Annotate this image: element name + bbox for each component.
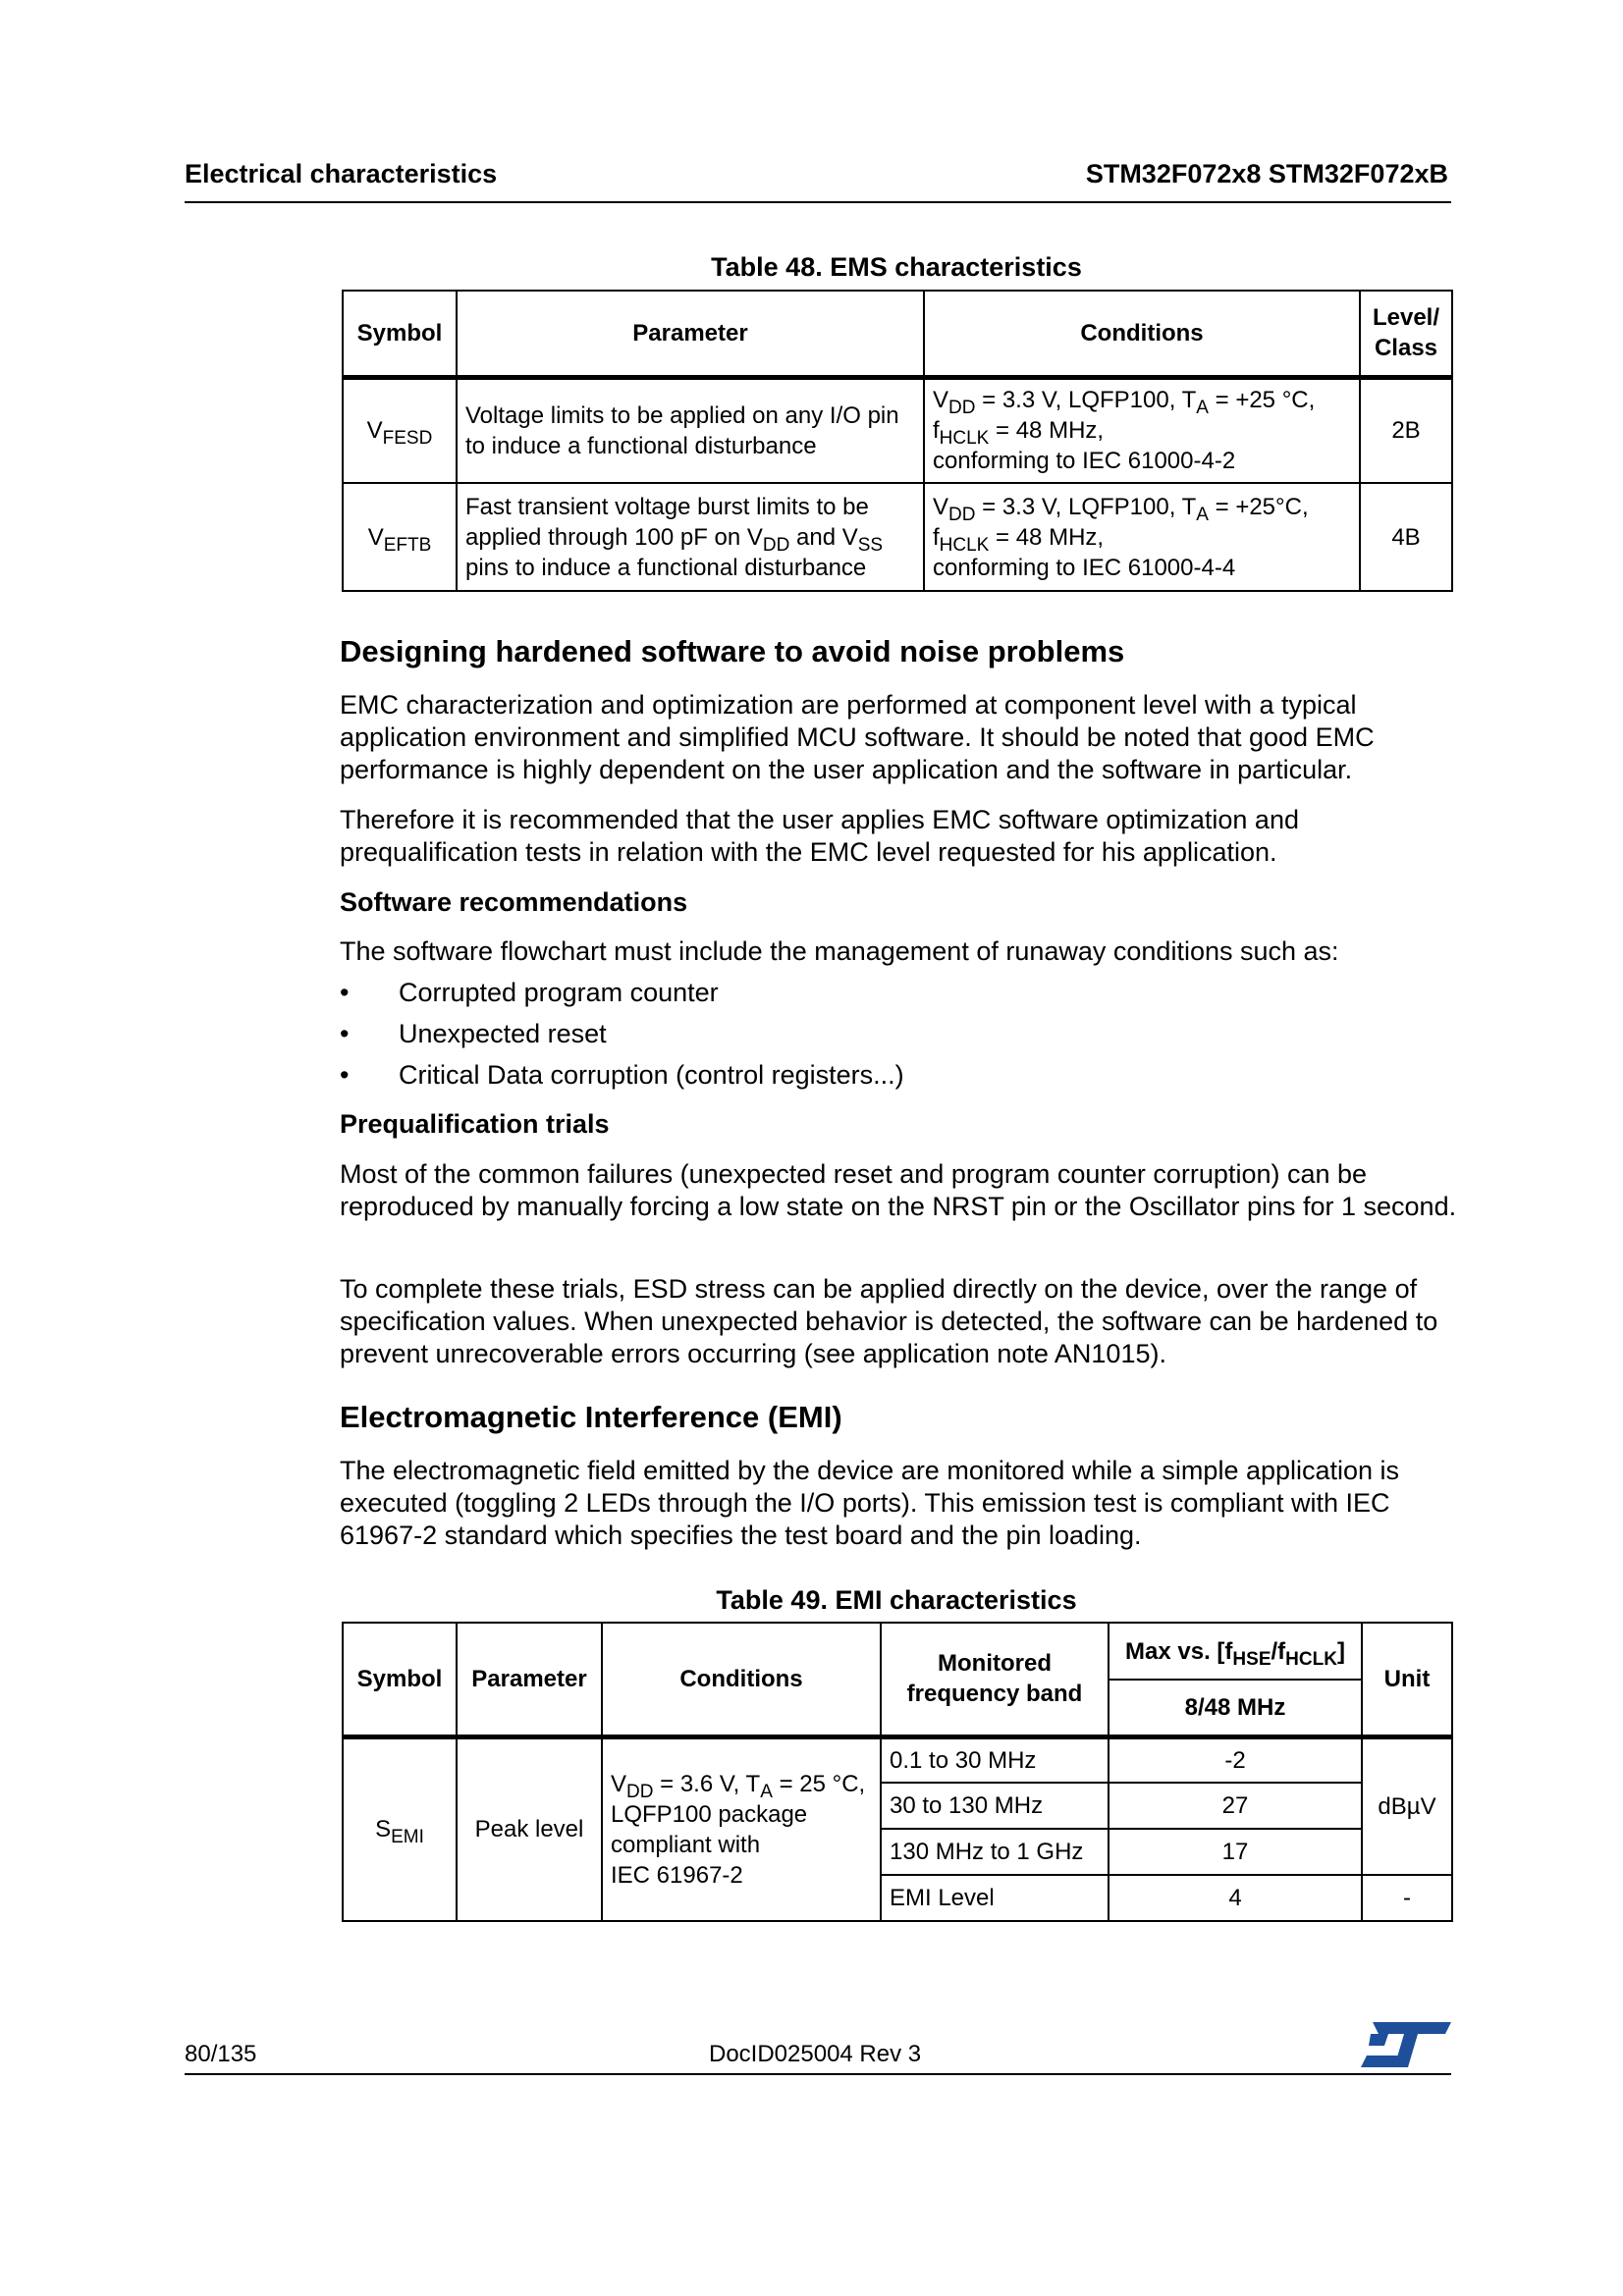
section-title-emi: Electromagnetic Interference (EMI) bbox=[340, 1400, 842, 1434]
level-cell: 4B bbox=[1360, 483, 1452, 591]
table49-header-parameter: Parameter bbox=[457, 1623, 602, 1736]
prequal-para-2: To complete these trials, ESD stress can be applied directly on the device, over the range of specification values. When unexpected behavior is detected, the software can be hardened to prevent unrecoverable errors occurring (see application note AN1015). bbox=[340, 1274, 1438, 1368]
conditions-cell: $V_{DD} = 3.3$ V, LQFP100, $T_A = +25^\circ C$, $f_{HCLK} = 48$ MHz, conforming to IEC 61000-4-4 bbox=[924, 483, 1360, 591]
emi-para: The electromagnetic field emitted by the device are monitored while a simple application is executed (toggling 2 LEDs through the I/O ports). This emission test is compliant with IEC 61967-2 standard which specifies the test board and the pin loading. bbox=[340, 1456, 1400, 1550]
st-logo bbox=[1359, 2020, 1453, 2069]
table48-header-level: Level/ Class bbox=[1360, 291, 1452, 377]
band-cell: 130 MHz to 1 GHz bbox=[881, 1829, 1109, 1875]
band-cell: 0.1 to 30 MHz bbox=[881, 1736, 1109, 1783]
subsection-title-prequalification: Prequalification trials bbox=[340, 1109, 610, 1139]
conditions-cell: $V_{DD} = 3.3$ V, LQFP100, $T_A = +25$ °C, $f_{HCLK} = 48$ MHz, conforming to IEC 61000-4-2 bbox=[924, 377, 1360, 483]
symbol-vfesd: $V_{FESD}$ bbox=[343, 377, 457, 483]
hardened-para-2: Therefore it is recommended that the user applies EMC software optimization and prequalification tests in relation with the EMC level requested for his application. bbox=[340, 805, 1299, 867]
parameter-cell: Voltage limits to be applied on any I/O pin to induce a functional disturbance bbox=[457, 377, 924, 483]
table49-header-unit: Unit bbox=[1362, 1623, 1452, 1736]
symbol-veftb: $V_{EFTB}$ bbox=[343, 483, 457, 591]
header-rule bbox=[185, 201, 1451, 203]
table48-header-conditions: Conditions bbox=[924, 291, 1360, 377]
table-row bbox=[343, 377, 1452, 483]
band-cell: EMI Level bbox=[881, 1875, 1109, 1921]
prequal-para-1: Most of the common failures (unexpected reset and program counter corruption) can be reproduced by manually forcing a low state on the NRST pin or the Oscillator pins for 1 second. bbox=[340, 1159, 1457, 1221]
table49-header-band: Monitored frequency band bbox=[881, 1623, 1109, 1736]
parameter-cell: Peak level bbox=[457, 1736, 602, 1921]
band-cell: 30 to 130 MHz bbox=[881, 1783, 1109, 1829]
footer-rule bbox=[185, 2073, 1451, 2075]
doc-id: DocID025004 Rev 3 bbox=[709, 2041, 922, 2067]
parameter-cell: Fast transient voltage burst limits to be applied through 100 pF on $V_{DD}$ and $V_{SS}$ pins to induce a functional disturbance bbox=[457, 483, 924, 591]
table48-caption: Table 48. EMS characteristics bbox=[711, 252, 1082, 282]
table48-ems bbox=[342, 290, 1453, 592]
table49-header-conditions: Conditions bbox=[602, 1623, 881, 1736]
table-row bbox=[343, 1736, 1452, 1783]
table48-header-parameter: Parameter bbox=[457, 291, 924, 377]
symbol-semi: $S_{EMI}$ bbox=[343, 1736, 457, 1921]
table49-emi bbox=[342, 1622, 1453, 1922]
table49-caption: Table 49. EMI characteristics bbox=[716, 1585, 1077, 1615]
st-logo-icon bbox=[1359, 2020, 1453, 2069]
level-cell: 2B bbox=[1360, 377, 1452, 483]
value-cell: -2 bbox=[1109, 1736, 1362, 1783]
table49-header-symbol: Symbol bbox=[343, 1623, 457, 1736]
table49-header-max: Max vs. $[f_{HSE}/f_{HCLK}]$ bbox=[1109, 1623, 1362, 1680]
section-header: Electrical characteristics bbox=[185, 159, 498, 188]
section-title-hardened: Designing hardened software to avoid noise problems bbox=[340, 634, 1125, 668]
table48-header-symbol: Symbol bbox=[343, 291, 457, 377]
unit-cell: dBµV bbox=[1362, 1736, 1452, 1875]
unit-cell: - bbox=[1362, 1875, 1452, 1921]
conditions-cell: $V_{DD} = 3.6$ V, $T_A = 25$ °C, LQFP100 package compliant with IEC 61967-2 bbox=[602, 1736, 881, 1921]
subsection-title-software: Software recommendations bbox=[340, 887, 688, 917]
software-para: The software flowchart must include the management of runaway conditions such as: bbox=[340, 936, 1339, 966]
table49-header-freq: 8/48 MHz bbox=[1109, 1680, 1362, 1736]
value-cell: 27 bbox=[1109, 1783, 1362, 1829]
value-cell: 17 bbox=[1109, 1829, 1362, 1875]
hardened-para-1: EMC characterization and optimization are performed at component level with a typical application environment and simplified MCU software. It should be noted that good EMC performance is highly dependent on the user application and the software in particular. bbox=[340, 690, 1375, 784]
page-number: 80/135 bbox=[185, 2041, 257, 2067]
value-cell: 4 bbox=[1109, 1875, 1362, 1921]
table-row bbox=[343, 483, 1452, 591]
device-header: STM32F072x8 STM32F072xB bbox=[1085, 159, 1448, 188]
